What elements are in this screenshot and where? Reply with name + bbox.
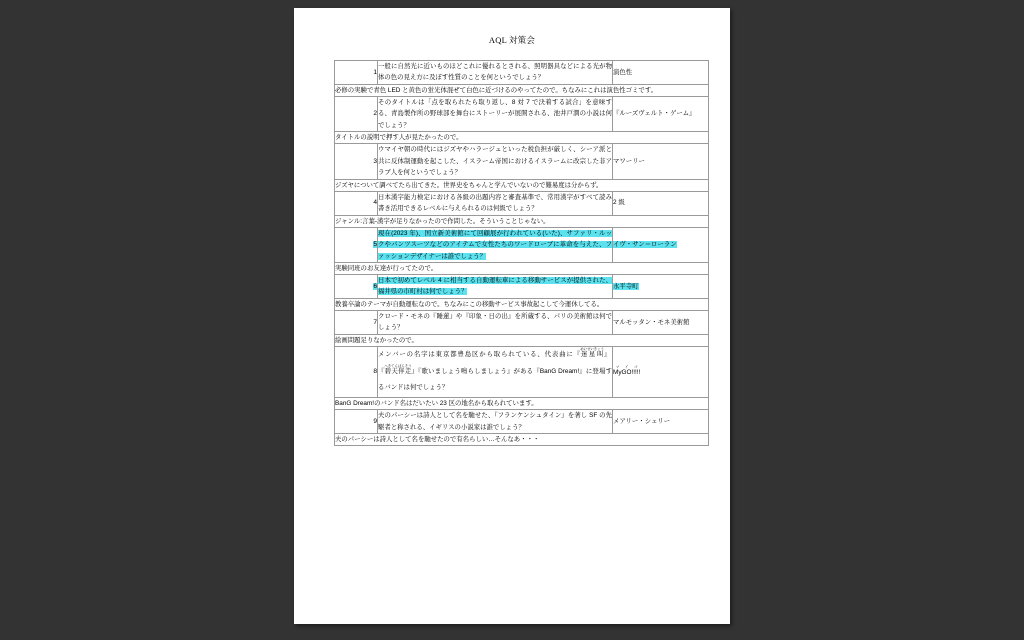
ruby-hekitenbansou (384, 363, 412, 375)
row-answer: 『ルーズヴェルト・ゲーム』 (613, 96, 709, 131)
question-line1-post: 』 (603, 351, 611, 359)
table-row[interactable] (335, 410, 709, 434)
row-answer-highlight: 永平寺町 (613, 282, 639, 290)
row-question: クロード・モネの『睡蓮』や『印象・日の出』を所蔵する、パリの美術館は何でしょう？ (378, 311, 613, 335)
note-row[interactable] (335, 398, 709, 410)
question-line1-pre: メンバーの名字は東京都豊島区から取られている、代表曲に『 (378, 351, 581, 359)
row-note: 夫のパーシーは詩人として名を馳せたので有名らしい…そんなあ・・・ (335, 434, 709, 446)
row-number: 4 (335, 191, 378, 215)
row-number-highlight: 5 (373, 241, 377, 249)
row-question: そのタイトルは「点を取られたら取り返し、8 対 7 で決着する試合」を意味する、青島製作所の野球部を舞台にストーリーが展開される、池井戸潤の小説は何でしょう？ (378, 96, 613, 131)
row-question (378, 227, 613, 262)
table-row[interactable] (335, 227, 709, 262)
row-question (378, 347, 613, 398)
row-answer: マルモッタン・モネ美術館 (613, 311, 709, 335)
row-answer (613, 347, 709, 398)
ruby-text: マイゴ (613, 365, 641, 370)
ruby-text: めいせいきょう (580, 347, 604, 352)
row-number: 1 (335, 61, 378, 85)
question-line3: バンドは何でしょう？ (384, 384, 449, 392)
row-question-highlight: 現在(2023 年)、国立新美術館にて回顧展が行われている(いた)、サファリ・ルックやパンツスーツなどのアイテムで女性たちのワードローブに革命を与えた、ファッションデザイナーは誰でしょう？ (378, 229, 612, 260)
row-number: 8 (335, 347, 378, 398)
note-row[interactable] (335, 179, 709, 191)
table-row[interactable] (335, 61, 709, 85)
ruby-meiseikyou (580, 347, 604, 359)
note-row[interactable] (335, 434, 709, 446)
row-note: ジャンル:言葉-漢字が足りなかったので作問した。そういうことじゃない。 (335, 215, 709, 227)
row-number (335, 275, 378, 299)
row-note: 実験同班のお友達が行ってたので。 (335, 262, 709, 274)
table-row[interactable] (335, 311, 709, 335)
row-question: ウマイヤ朝の時代にはジズヤやハラージュといった税負担が厳しく、シーア派と共に反体制運動を起こした、イスラーム帝国におけるイスラームに改宗した非アラブ人を何というでしょう？ (378, 144, 613, 179)
row-number: 9 (335, 410, 378, 434)
table-row[interactable] (335, 275, 709, 299)
row-answer (613, 275, 709, 299)
row-note: タイトルの説明で押す人が見たかったので。 (335, 132, 709, 144)
row-question (378, 275, 613, 299)
note-row[interactable] (335, 298, 709, 310)
table-row[interactable] (335, 96, 709, 131)
row-question: 日本漢字能力検定における各級の出題内容と審査基準で、常用漢字がすべて読み書き活用できるレベルに与えられるのは何級でしょう？ (378, 191, 613, 215)
row-answer: マワーリー (613, 144, 709, 179)
row-answer: 演色性 (613, 61, 709, 85)
note-row[interactable] (335, 215, 709, 227)
question-line2-pre: 『 (378, 367, 385, 375)
row-answer: 2 級 (613, 191, 709, 215)
ruby-base: 碧天伴走 (384, 367, 412, 375)
row-number: 2 (335, 96, 378, 131)
ruby-mygo (613, 365, 641, 377)
table-row[interactable] (335, 191, 709, 215)
row-number-highlight: 6 (373, 282, 377, 290)
ruby-text: へきてんばんそう (384, 363, 412, 368)
row-note: BanG Dream!のバンド名はだいたい 23 区の地名から取られています。 (335, 398, 709, 410)
row-number: 7 (335, 311, 378, 335)
row-note: ジズヤについて調べてたら出てきた。世界史をちゃんと学んでいないので難易度は分からず。 (335, 179, 709, 191)
row-answer (613, 227, 709, 262)
note-row[interactable] (335, 84, 709, 96)
ruby-base: 迷星叫 (580, 351, 604, 359)
row-answer: メアリー・シェリー (613, 410, 709, 434)
row-question: 一般に自然光に近いものほどこれに優れるとされる、照明器具などによる光が物体の色の見え方に及ぼす性質のことを何というでしょう？ (378, 61, 613, 85)
row-note: 教養卒論のテーマが自動運転なので。ちなみにこの移動サービス事故起こして今運休してる。 (335, 298, 709, 310)
note-row[interactable] (335, 132, 709, 144)
question-line2-mid: 』『歌いましょう鳴らしましょう』がある『BanG Dream!』に登場する (378, 367, 612, 392)
table-row[interactable] (335, 144, 709, 179)
document-page (294, 8, 730, 624)
row-question-highlight: 日本で初めてレベル 4 に相当する自動運転車による移動サービスが提供された、福井県の市町村は何でしょう？ (378, 277, 612, 296)
page-title: AQL 対策会 (488, 35, 536, 45)
row-note: 絵画問題足りなかったので。 (335, 334, 709, 346)
note-row[interactable] (335, 262, 709, 274)
row-number: 3 (335, 144, 378, 179)
row-answer-highlight: イヴ・サン＝ローラン (613, 241, 677, 249)
row-note: 必修の実験で青色 LED と黄色の蛍光体混ぜて白色に近づけるのやってたので。ちなみにこれは演色性ゴミです。 (335, 84, 709, 96)
ruby-base: MyGO!!!!! (613, 369, 641, 377)
row-number (335, 227, 378, 262)
table-row[interactable] (335, 347, 709, 398)
note-row[interactable] (335, 334, 709, 346)
row-question: 夫のパーシーは詩人として名を馳せた、『フランケンシュタイン』を著し SF の先駆者と称される、イギリスの小説家は誰でしょう？ (378, 410, 613, 434)
quiz-table (334, 60, 709, 446)
